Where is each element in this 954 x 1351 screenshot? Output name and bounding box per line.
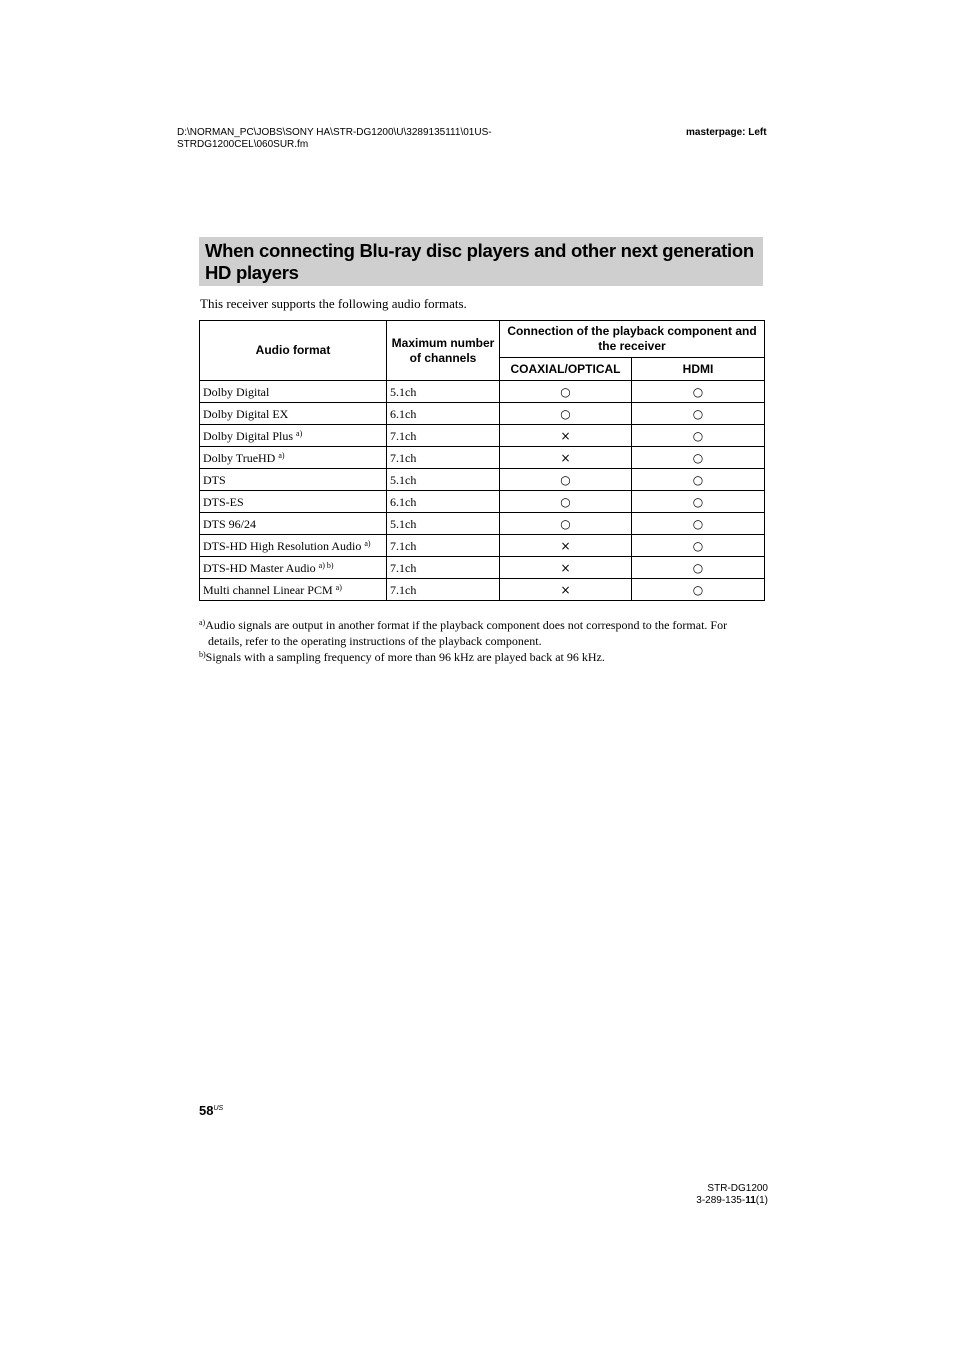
table-row (200, 381, 765, 403)
cell-audio-format (200, 381, 387, 403)
cell-channels: 7.1ch (387, 579, 500, 601)
format-footnote-mark: a) (335, 582, 342, 592)
cell-channels: 7.1ch (387, 535, 500, 557)
cell-audio-format (200, 403, 387, 425)
format-name: Dolby TrueHD (203, 450, 276, 465)
format-name: Multi channel Linear PCM (203, 582, 333, 597)
format-name: DTS (203, 472, 226, 487)
table-row (200, 557, 765, 579)
footer-code-suffix: (1) (755, 1195, 768, 1206)
format-footnote-mark: a) (278, 450, 285, 460)
cell-hdmi: ○ (632, 557, 765, 579)
cell-coaxial-optical: ○ (500, 469, 632, 491)
page-number (199, 1103, 223, 1118)
format-name: Dolby Digital Plus (203, 428, 294, 443)
table-row (200, 469, 765, 491)
footer-model: STR-DG1200 (707, 1183, 768, 1194)
cell-channels: 5.1ch (387, 381, 500, 403)
format-name: DTS-ES (203, 494, 244, 509)
header-hdmi: HDMI (632, 358, 765, 381)
table-row (200, 491, 765, 513)
file-path-line-1: D:\NORMAN_PC\JOBS\SONY HA\STR-DG1200\U\3289135111\01US- (177, 127, 492, 138)
intro-text: This receiver supports the following audio formats. (200, 296, 467, 311)
cell-coaxial-optical: ○ (500, 403, 632, 425)
format-name: DTS-HD High Resolution Audio (203, 538, 362, 553)
cell-audio-format (200, 425, 387, 447)
file-path-header (177, 127, 597, 151)
masterpage-label: masterpage: Left (686, 127, 767, 138)
cell-coaxial-optical: × (500, 579, 632, 601)
cell-audio-format (200, 491, 387, 513)
cell-hdmi: ○ (632, 425, 765, 447)
table-row (200, 513, 765, 535)
cell-channels: 5.1ch (387, 469, 500, 491)
header-audio-format: Audio format (200, 321, 387, 381)
page-number-suffix: US (213, 1105, 224, 1112)
cell-audio-format (200, 469, 387, 491)
section-heading: When connecting Blu-ray disc players and other next generation HD players (199, 237, 763, 286)
cell-channels: 6.1ch (387, 403, 500, 425)
cell-audio-format (200, 513, 387, 535)
table-row (200, 447, 765, 469)
footnote-a-text: Audio signals are output in another format if the playback component does not correspond to the format. For details, refer to the operating instructions of the playback component. (205, 618, 728, 648)
cell-audio-format (200, 447, 387, 469)
cell-channels: 7.1ch (387, 425, 500, 447)
cell-audio-format (200, 535, 387, 557)
cell-coaxial-optical: ○ (500, 381, 632, 403)
footnotes (199, 617, 764, 665)
cell-audio-format (200, 579, 387, 601)
cell-coaxial-optical: × (500, 447, 632, 469)
table-body (200, 381, 765, 601)
table-row (200, 425, 765, 447)
cell-channels: 6.1ch (387, 491, 500, 513)
audio-formats-table (199, 320, 765, 601)
header-connection: Connection of the playback component and the receiver (500, 321, 765, 358)
format-footnote-mark: a) (364, 538, 371, 548)
cell-channels: 7.1ch (387, 557, 500, 579)
format-footnote-mark: a) (296, 428, 303, 438)
footer-code-bold: 11 (745, 1195, 756, 1206)
format-name: DTS 96/24 (203, 516, 257, 531)
format-name: Dolby Digital (203, 384, 270, 399)
file-path-line-2: STRDG1200CEL\060SUR.fm (177, 139, 309, 150)
cell-hdmi: ○ (632, 447, 765, 469)
table-row (200, 535, 765, 557)
cell-coaxial-optical: × (500, 557, 632, 579)
format-name: DTS-HD Master Audio (203, 560, 316, 575)
cell-channels: 7.1ch (387, 447, 500, 469)
header-max-channels: Maximum number of channels (387, 321, 500, 381)
cell-hdmi: ○ (632, 579, 765, 601)
cell-coaxial-optical: × (500, 535, 632, 557)
cell-channels: 5.1ch (387, 513, 500, 535)
cell-coaxial-optical: ○ (500, 491, 632, 513)
footnote-b (199, 649, 764, 665)
cell-hdmi: ○ (632, 469, 765, 491)
cell-audio-format (200, 557, 387, 579)
cell-coaxial-optical: ○ (500, 513, 632, 535)
footer-code (660, 1195, 768, 1207)
cell-hdmi: ○ (632, 491, 765, 513)
format-name: Dolby Digital EX (203, 406, 289, 421)
table-row (200, 579, 765, 601)
footnote-b-mark: b) (199, 650, 206, 659)
cell-coaxial-optical: × (500, 425, 632, 447)
cell-hdmi: ○ (632, 513, 765, 535)
page-number-value: 58 (199, 1103, 214, 1118)
cell-hdmi: ○ (632, 535, 765, 557)
format-footnote-mark: a) b) (318, 560, 334, 570)
cell-hdmi: ○ (632, 403, 765, 425)
footer-code-prefix: 3-289-135- (696, 1195, 746, 1206)
header-coaxial-optical: COAXIAL/OPTICAL (500, 358, 632, 381)
footnote-b-text: Signals with a sampling frequency of more than 96 kHz are played back at 96 kHz. (205, 650, 605, 664)
table-row (200, 403, 765, 425)
footnote-a-mark: a) (199, 618, 206, 627)
cell-hdmi: ○ (632, 381, 765, 403)
footnote-a (199, 617, 764, 649)
